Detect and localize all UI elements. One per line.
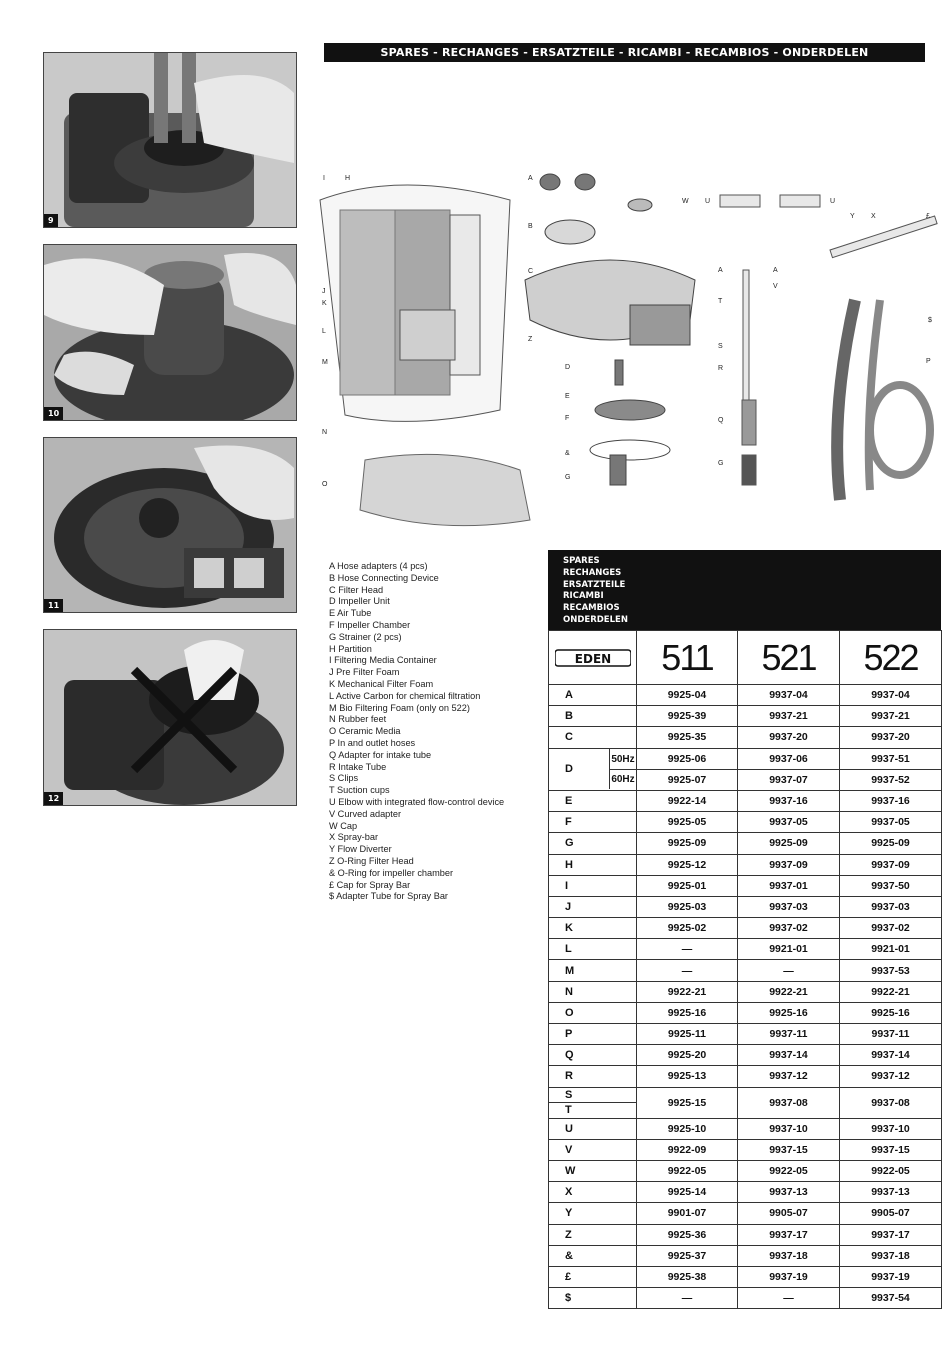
diagram-label-z: Z bbox=[528, 336, 533, 343]
part-number-cell: 9937-19 bbox=[738, 1266, 840, 1287]
row-key: & bbox=[549, 1245, 637, 1266]
part-number-cell: 9937-20 bbox=[738, 727, 840, 748]
legend-item: C Filter Head bbox=[329, 584, 384, 595]
diagram-label-l: L bbox=[322, 328, 326, 335]
diagram-label-u1: U bbox=[705, 198, 711, 205]
part-number-cell: 9937-17 bbox=[840, 1224, 942, 1245]
diagram-label-t: T bbox=[718, 298, 723, 305]
part-number-cell: 9937-04 bbox=[840, 685, 942, 706]
part-number-cell: 9925-09 bbox=[840, 833, 942, 854]
row-key: A bbox=[549, 685, 637, 706]
table-row bbox=[549, 918, 942, 939]
part-number-cell: 9937-14 bbox=[840, 1045, 942, 1066]
row-key bbox=[549, 748, 637, 790]
wrong-handling-photo-image bbox=[44, 630, 296, 805]
part-number-cell: 9901-07 bbox=[637, 1203, 738, 1224]
part-number-cell: 9925-16 bbox=[840, 1002, 942, 1023]
part-number-cell: 9937-04 bbox=[738, 685, 840, 706]
part-number-cell: — bbox=[738, 960, 840, 981]
diagram-label-j: J bbox=[322, 288, 326, 295]
model-521: 521 bbox=[738, 631, 840, 685]
part-number-cell: 9925-35 bbox=[637, 727, 738, 748]
part-number-cell: 9922-21 bbox=[637, 981, 738, 1002]
part-number-cell: 9937-07 bbox=[738, 769, 840, 790]
legend-item: I Filtering Media Container bbox=[329, 655, 437, 666]
part-number-cell: 9925-13 bbox=[637, 1066, 738, 1087]
part-number-cell: 9925-15 bbox=[637, 1087, 738, 1118]
diagram-label-amp: & bbox=[565, 450, 570, 457]
row-key: G bbox=[549, 833, 637, 854]
table-row bbox=[549, 1266, 942, 1287]
legend-item: J Pre Filter Foam bbox=[329, 667, 400, 678]
row-key: $ bbox=[549, 1288, 637, 1309]
row-key: I bbox=[549, 875, 637, 896]
table-row bbox=[549, 685, 942, 706]
tubes-drawing bbox=[720, 195, 937, 500]
part-number-cell: 9937-02 bbox=[840, 918, 942, 939]
part-number-cell: 9937-09 bbox=[738, 854, 840, 875]
frequency-60hz: 60Hz bbox=[611, 774, 635, 785]
row-key: O bbox=[549, 1002, 637, 1023]
row-key: Q bbox=[549, 1045, 637, 1066]
header-title: ONDERDELEN bbox=[563, 614, 628, 625]
part-number-cell: 9925-36 bbox=[637, 1224, 738, 1245]
row-key: H bbox=[549, 854, 637, 875]
diagram-label-a: A bbox=[528, 175, 533, 182]
part-number-cell: 9937-54 bbox=[840, 1288, 942, 1309]
part-number-cell: 9937-11 bbox=[738, 1024, 840, 1045]
part-number-cell: 9925-04 bbox=[637, 685, 738, 706]
part-number-cell: 9925-02 bbox=[637, 918, 738, 939]
diagram-label-pound: £ bbox=[926, 213, 930, 220]
legend-item: W Cap bbox=[329, 820, 358, 831]
row-key: N bbox=[549, 981, 637, 1002]
photo-step-12 bbox=[43, 629, 297, 806]
legend-item: & O-Ring for impeller chamber bbox=[329, 867, 454, 878]
part-number-cell: 9937-08 bbox=[840, 1087, 942, 1118]
legend-item: Q Adapter for intake tube bbox=[329, 749, 432, 760]
row-key: C bbox=[549, 727, 637, 748]
legend-item: P In and outlet hoses bbox=[329, 737, 416, 748]
table-row bbox=[549, 1224, 942, 1245]
diagram-label-o: O bbox=[322, 481, 328, 488]
table-row bbox=[549, 812, 942, 833]
part-number-cell: 9925-06 bbox=[637, 748, 738, 769]
part-number-cell: 9937-02 bbox=[738, 918, 840, 939]
table-row bbox=[549, 981, 942, 1002]
exploded-parts-diagram bbox=[310, 160, 945, 540]
legend-item: H Partition bbox=[329, 643, 372, 654]
spares-banner: SPARES - RECHANGES - ERSATZTEILE - RICAMBI - RECAMBIOS - ONDERDELEN bbox=[324, 43, 925, 62]
diagram-label-y: Y bbox=[850, 213, 855, 220]
legend-item: F Impeller Chamber bbox=[329, 619, 411, 630]
diagram-label-h: H bbox=[345, 175, 351, 182]
part-number-cell: 9925-37 bbox=[637, 1245, 738, 1266]
part-number-cell: 9925-38 bbox=[637, 1266, 738, 1287]
part-number-cell: 9937-12 bbox=[840, 1066, 942, 1087]
table-row bbox=[549, 1045, 942, 1066]
part-number-cell: 9937-03 bbox=[738, 896, 840, 917]
diagram-label-m: M bbox=[322, 359, 328, 366]
part-number-cell: 9905-07 bbox=[840, 1203, 942, 1224]
photo-number: 10 bbox=[44, 407, 63, 420]
legend-item: D Impeller Unit bbox=[329, 596, 390, 607]
table-row bbox=[549, 1203, 942, 1224]
part-number-cell: 9905-07 bbox=[738, 1203, 840, 1224]
table-row bbox=[549, 1066, 942, 1087]
table-row bbox=[549, 960, 942, 981]
part-number-cell: 9925-09 bbox=[637, 833, 738, 854]
part-number-cell: 9937-16 bbox=[738, 790, 840, 811]
part-number-cell: 9937-18 bbox=[738, 1245, 840, 1266]
part-number-cell: 9937-10 bbox=[840, 1118, 942, 1139]
row-key: Z bbox=[549, 1224, 637, 1245]
diagram-label-r: R bbox=[718, 365, 724, 372]
filter-head-drawing bbox=[525, 174, 695, 485]
header-title: RICAMBI bbox=[563, 591, 604, 602]
diagram-label-g2: G bbox=[718, 460, 724, 467]
row-key: W bbox=[549, 1160, 637, 1181]
impeller-chamber-photo-image bbox=[44, 438, 296, 612]
part-number-cell: 9922-09 bbox=[637, 1139, 738, 1160]
table-row bbox=[549, 727, 942, 748]
part-number-cell: 9937-06 bbox=[738, 748, 840, 769]
diagram-label-q: Q bbox=[718, 417, 724, 424]
part-number-cell: 9925-11 bbox=[637, 1024, 738, 1045]
table-row bbox=[549, 1288, 942, 1309]
photo-number: 12 bbox=[44, 792, 63, 805]
part-number-cell: 9937-09 bbox=[840, 854, 942, 875]
part-number-cell: 9925-09 bbox=[738, 833, 840, 854]
part-number-cell: 9937-12 bbox=[738, 1066, 840, 1087]
row-key: £ bbox=[549, 1266, 637, 1287]
table-row bbox=[549, 790, 942, 811]
legend-item: Z O-Ring Filter Head bbox=[329, 855, 414, 866]
part-number-cell: 9925-07 bbox=[637, 769, 738, 790]
part-number-cell: 9925-01 bbox=[637, 875, 738, 896]
part-number-cell: 9922-21 bbox=[738, 981, 840, 1002]
row-key-label: S bbox=[549, 1088, 636, 1103]
part-number-cell: 9937-13 bbox=[840, 1182, 942, 1203]
legend-item: Y Flow Diverter bbox=[329, 844, 392, 855]
table-row bbox=[549, 1139, 942, 1160]
photo-number: 9 bbox=[44, 214, 58, 227]
parts-legend bbox=[329, 561, 539, 903]
part-number-cell: 9925-39 bbox=[637, 706, 738, 727]
legend-item: £ Cap for Spray Bar bbox=[329, 879, 411, 890]
eden-logo bbox=[549, 648, 636, 668]
row-key: V bbox=[549, 1139, 637, 1160]
table-row bbox=[549, 1182, 942, 1203]
row-key bbox=[549, 1087, 637, 1118]
diagram-label-n: N bbox=[322, 429, 328, 436]
table-row bbox=[549, 1002, 942, 1023]
model-511: 511 bbox=[637, 631, 738, 685]
part-number-cell: 9925-03 bbox=[637, 896, 738, 917]
media-container-drawing bbox=[320, 185, 510, 421]
row-key: F bbox=[549, 812, 637, 833]
part-number-cell: 9925-20 bbox=[637, 1045, 738, 1066]
part-number-cell: 9925-05 bbox=[637, 812, 738, 833]
spares-table bbox=[548, 550, 941, 1309]
part-number-cell: 9937-15 bbox=[840, 1139, 942, 1160]
filter-head-photo-image bbox=[44, 53, 296, 227]
diagram-label-d: D bbox=[565, 364, 571, 371]
part-number-cell: 9922-14 bbox=[637, 790, 738, 811]
diagram-label-s: S bbox=[718, 343, 723, 350]
photo-step-9 bbox=[43, 52, 297, 228]
diagram-label-g: G bbox=[565, 474, 571, 481]
header-title: RECAMBIOS bbox=[563, 603, 620, 614]
part-number-cell: — bbox=[738, 1288, 840, 1309]
legend-item: V Curved adapter bbox=[329, 808, 402, 819]
diagram-label-i: I bbox=[323, 175, 325, 182]
part-number-cell: 9937-14 bbox=[738, 1045, 840, 1066]
header-title: ERSATZTEILE bbox=[563, 579, 626, 590]
part-number-cell: 9937-05 bbox=[738, 812, 840, 833]
diagram-label-e: E bbox=[565, 393, 570, 400]
part-number-cell: 9937-05 bbox=[840, 812, 942, 833]
part-number-cell: 9937-52 bbox=[840, 769, 942, 790]
legend-item: S Clips bbox=[329, 773, 359, 784]
model-522: 522 bbox=[840, 631, 942, 685]
part-number-cell: 9922-05 bbox=[738, 1160, 840, 1181]
part-number-cell: 9937-51 bbox=[840, 748, 942, 769]
part-number-cell: 9922-21 bbox=[840, 981, 942, 1002]
eden-logo-mark bbox=[555, 648, 631, 668]
row-key: P bbox=[549, 1024, 637, 1045]
part-number-cell: 9937-10 bbox=[738, 1118, 840, 1139]
diagram-label-a2: A bbox=[718, 267, 723, 274]
part-number-cell: 9937-21 bbox=[738, 706, 840, 727]
part-number-cell: 9922-05 bbox=[840, 1160, 942, 1181]
row-key-label: D bbox=[565, 763, 573, 776]
diagram-label-a3: A bbox=[773, 267, 778, 274]
header-title: RECHANGES bbox=[563, 567, 622, 578]
table-row bbox=[549, 1245, 942, 1266]
model-header-row bbox=[549, 631, 942, 685]
photo-step-11 bbox=[43, 437, 297, 613]
ceramic-media-drawing bbox=[360, 454, 530, 525]
table-row bbox=[549, 939, 942, 960]
part-number-cell: 9925-12 bbox=[637, 854, 738, 875]
diagram-label-dollar: $ bbox=[928, 317, 932, 324]
legend-item: X Spray-bar bbox=[329, 832, 379, 843]
legend-item: $ Adapter Tube for Spray Bar bbox=[329, 891, 448, 902]
row-key: E bbox=[549, 790, 637, 811]
legend-item: A Hose adapters (4 pcs) bbox=[329, 561, 428, 571]
diagram-label-k: K bbox=[322, 300, 327, 307]
legend-item: K Mechanical Filter Foam bbox=[329, 678, 434, 689]
legend-item: R Intake Tube bbox=[329, 761, 387, 772]
brand-cell bbox=[549, 631, 637, 685]
diagram-label-f: F bbox=[565, 415, 570, 422]
part-number-cell: 9937-17 bbox=[738, 1224, 840, 1245]
spares-table-header bbox=[548, 550, 941, 630]
diagram-label-w: W bbox=[682, 198, 689, 205]
row-key: K bbox=[549, 918, 637, 939]
row-key: R bbox=[549, 1066, 637, 1087]
row-key: B bbox=[549, 706, 637, 727]
part-number-cell: 9937-08 bbox=[738, 1087, 840, 1118]
part-number-cell: 9937-21 bbox=[840, 706, 942, 727]
table-row bbox=[549, 1087, 942, 1118]
part-number-cell: 9921-01 bbox=[738, 939, 840, 960]
part-number-cell: 9937-15 bbox=[738, 1139, 840, 1160]
legend-item: E Air Tube bbox=[329, 608, 372, 619]
diagram-label-x: X bbox=[871, 213, 876, 220]
diagram-label-c: C bbox=[528, 268, 534, 275]
table-row bbox=[549, 748, 942, 769]
photo-number: 11 bbox=[44, 599, 63, 612]
row-key-label: T bbox=[565, 1103, 572, 1116]
legend-item: M Bio Filtering Foam (only on 522) bbox=[329, 702, 470, 713]
part-number-cell: 9937-18 bbox=[840, 1245, 942, 1266]
part-number-cell: 9937-50 bbox=[840, 875, 942, 896]
part-number-cell: 9925-14 bbox=[637, 1182, 738, 1203]
part-number-cell: 9937-19 bbox=[840, 1266, 942, 1287]
row-key: Y bbox=[549, 1203, 637, 1224]
legend-item: T Suction cups bbox=[329, 785, 390, 796]
part-number-cell: 9937-20 bbox=[840, 727, 942, 748]
row-key: L bbox=[549, 939, 637, 960]
table-row bbox=[549, 1118, 942, 1139]
part-number-cell: 9937-03 bbox=[840, 896, 942, 917]
legend-item: L Active Carbon for chemical filtration bbox=[329, 690, 481, 701]
frequency-50hz: 50Hz bbox=[610, 749, 636, 770]
legend-item: N Rubber feet bbox=[329, 714, 387, 725]
header-title: SPARES bbox=[563, 556, 600, 566]
legend-item: B Hose Connecting Device bbox=[329, 572, 439, 583]
impeller-photo-image bbox=[44, 245, 296, 420]
diagram-label-v: V bbox=[773, 283, 778, 290]
table-row bbox=[549, 854, 942, 875]
legend-item: O Ceramic Media bbox=[329, 726, 401, 737]
diagram-label-b: B bbox=[528, 223, 533, 230]
brand-text: EDEN bbox=[574, 651, 611, 666]
table-row bbox=[549, 1024, 942, 1045]
part-number-cell: 9937-13 bbox=[738, 1182, 840, 1203]
part-number-cell: 9925-16 bbox=[738, 1002, 840, 1023]
table-row bbox=[549, 896, 942, 917]
part-number-cell: — bbox=[637, 960, 738, 981]
part-number-cell: 9925-10 bbox=[637, 1118, 738, 1139]
row-key: J bbox=[549, 896, 637, 917]
row-key: X bbox=[549, 1182, 637, 1203]
part-number-cell: 9937-01 bbox=[738, 875, 840, 896]
part-number-cell: — bbox=[637, 939, 738, 960]
table-row bbox=[549, 706, 942, 727]
photo-step-10 bbox=[43, 244, 297, 421]
part-number-cell: 9921-01 bbox=[840, 939, 942, 960]
table-row bbox=[549, 1160, 942, 1181]
diagram-label-u2: U bbox=[830, 198, 836, 205]
legend-item: G Strainer (2 pcs) bbox=[329, 631, 402, 642]
diagram-label-p: P bbox=[926, 358, 931, 365]
part-number-cell: 9937-16 bbox=[840, 790, 942, 811]
part-number-cell: 9925-16 bbox=[637, 1002, 738, 1023]
part-number-cell: 9922-05 bbox=[637, 1160, 738, 1181]
part-number-cell: — bbox=[637, 1288, 738, 1309]
row-key: U bbox=[549, 1118, 637, 1139]
table-row bbox=[549, 875, 942, 896]
part-number-cell: 9937-11 bbox=[840, 1024, 942, 1045]
part-number-cell: 9937-53 bbox=[840, 960, 942, 981]
legend-item: U Elbow with integrated flow-control device bbox=[329, 796, 505, 807]
table-row bbox=[549, 833, 942, 854]
row-key: M bbox=[549, 960, 637, 981]
